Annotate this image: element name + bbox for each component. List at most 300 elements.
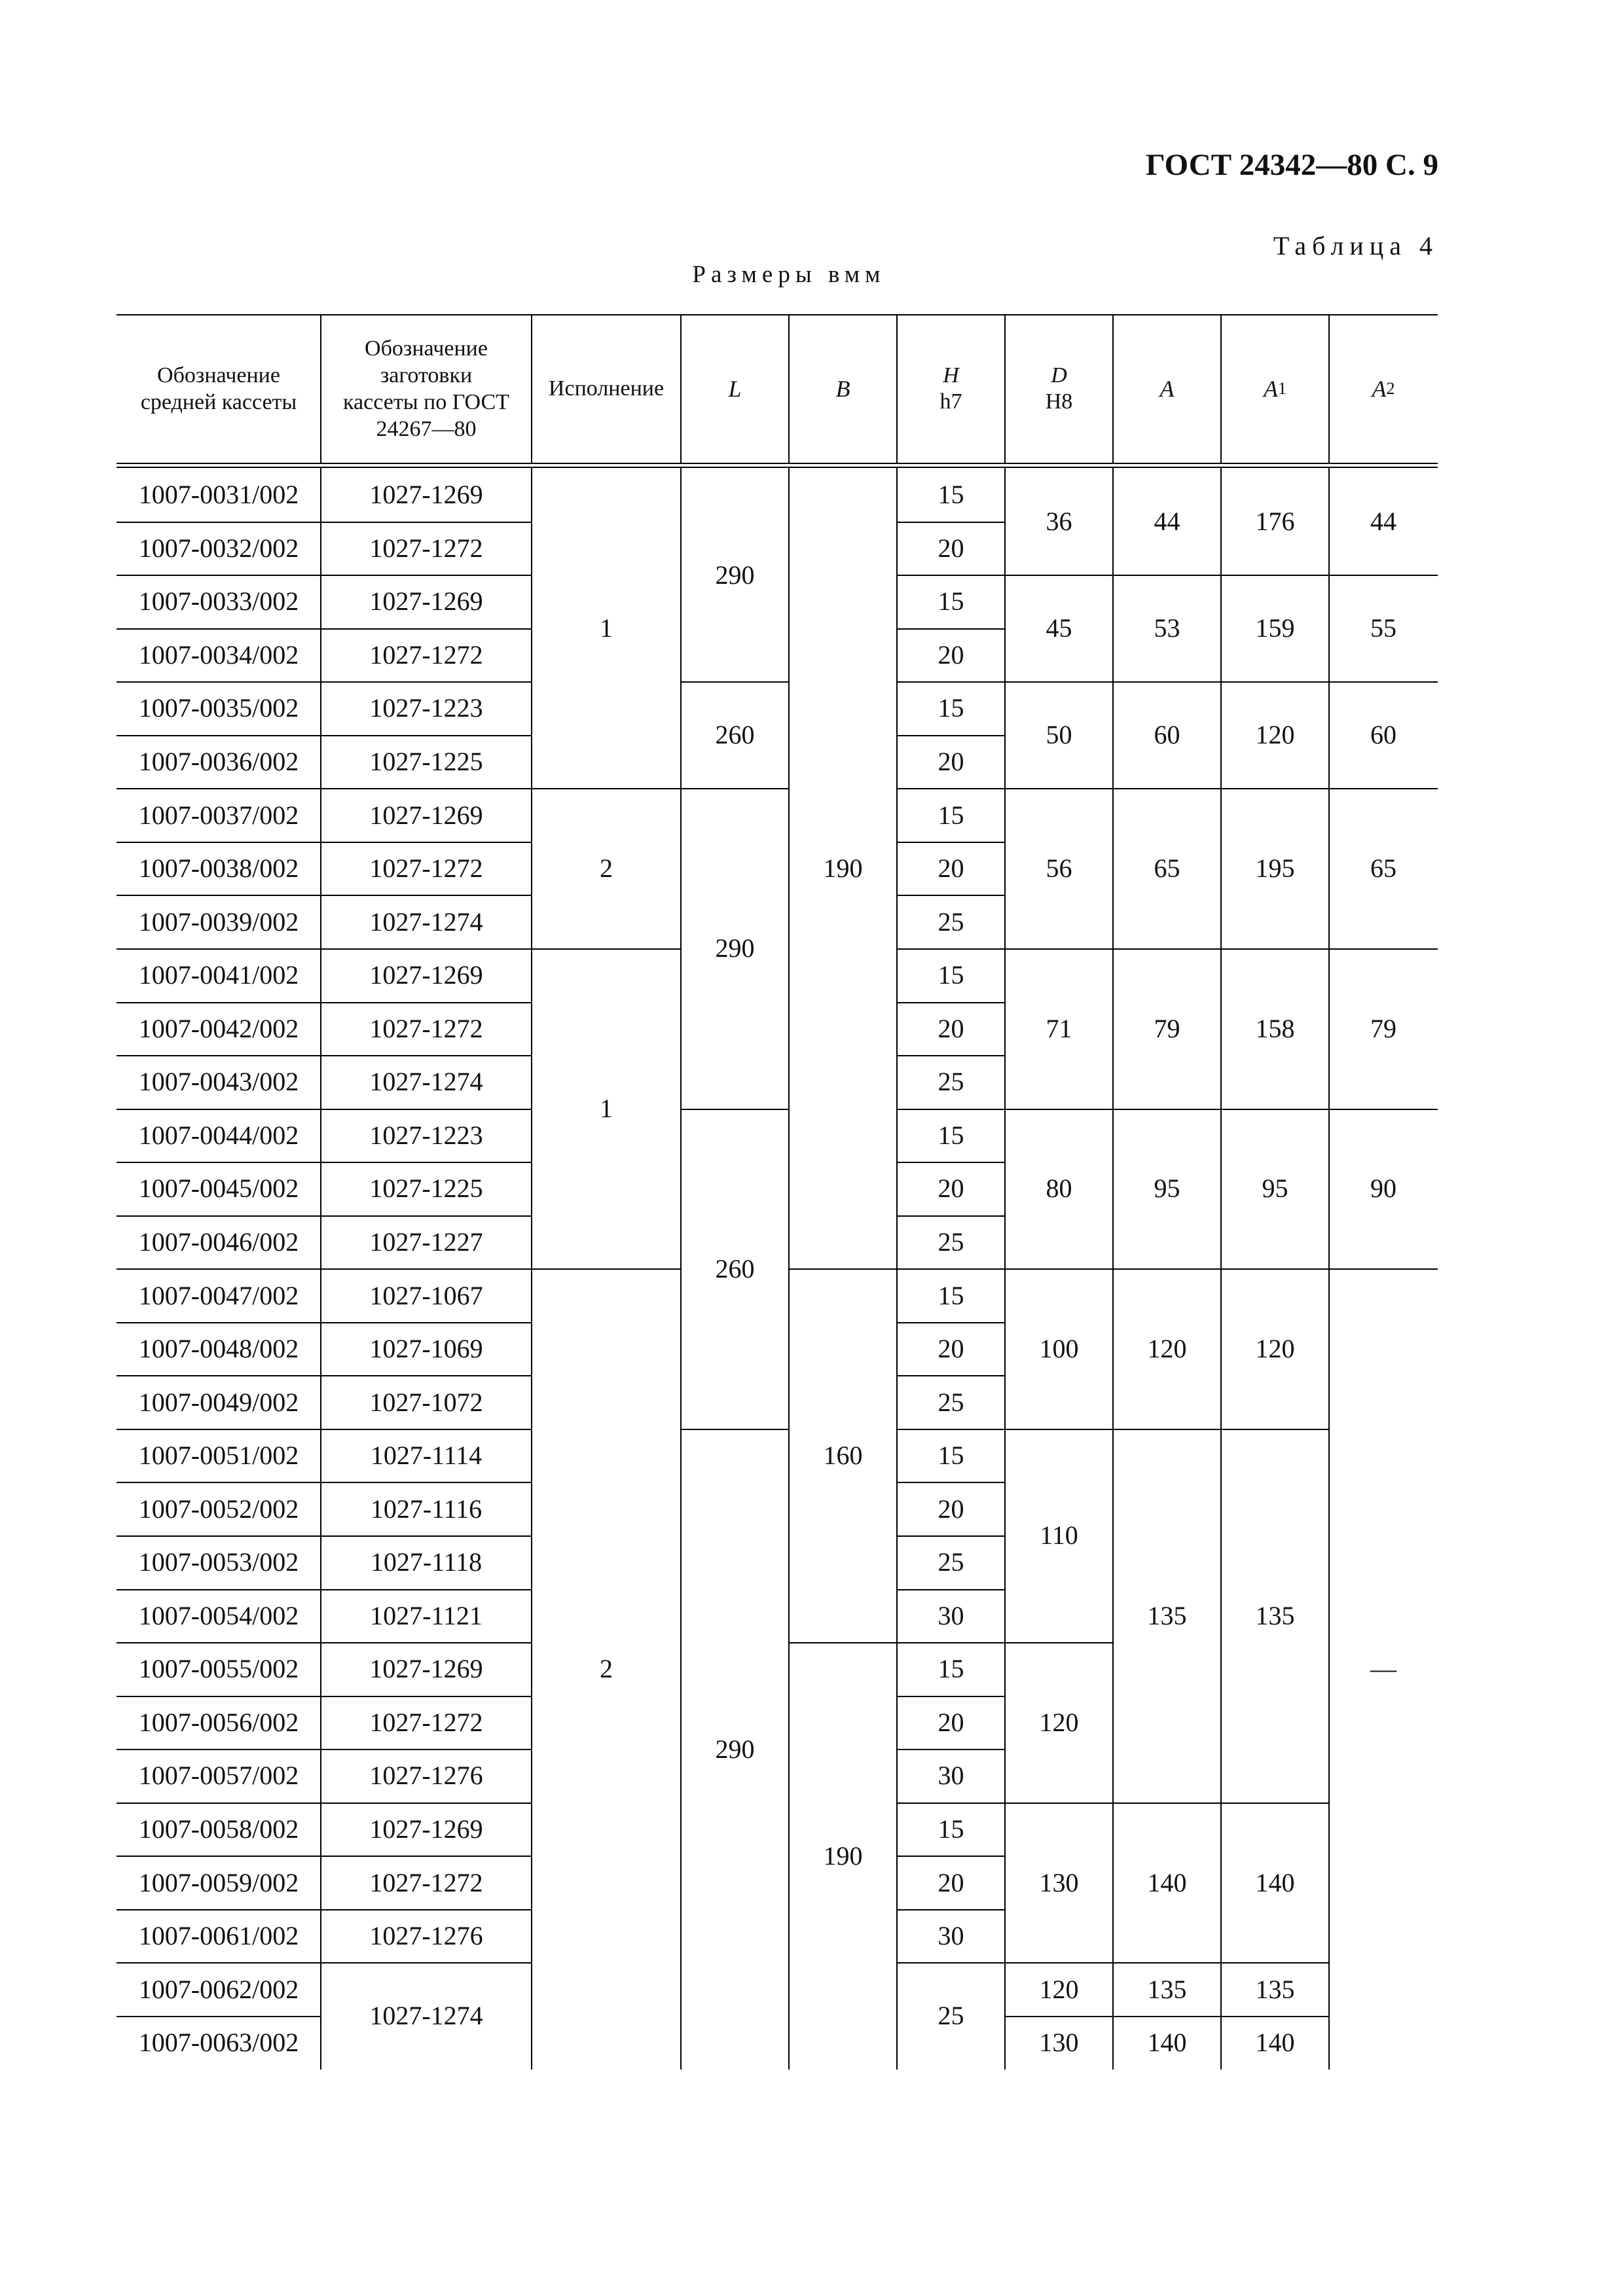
A2-value-cell: 65 xyxy=(1370,853,1396,884)
H-value-cell: 20 xyxy=(938,1334,964,1364)
cassette-designation-cell: 1007-0048/002 xyxy=(138,1334,299,1364)
row-divider xyxy=(321,575,532,576)
group-divider xyxy=(1005,1642,1113,1643)
header-blank-designation: Обозначение заготовки кассеты по ГОСТ 24267—80 xyxy=(343,336,509,441)
A1-value-cell: 158 xyxy=(1255,1013,1295,1043)
blank-designation-cell: 1027-1276 xyxy=(369,1761,483,1791)
H-value-cell: 15 xyxy=(938,693,964,723)
cassette-designation-cell: 1007-0035/002 xyxy=(138,693,299,723)
header-B: B xyxy=(835,375,850,402)
row-divider xyxy=(117,681,321,683)
row-divider xyxy=(117,1162,321,1163)
group-divider xyxy=(1005,1429,1113,1430)
blank-designation-cell: 1027-1227 xyxy=(369,1227,483,1257)
header-A1-symbol: A xyxy=(1264,375,1278,402)
header-column-divider xyxy=(531,314,532,463)
header-bottom-border xyxy=(117,463,1438,464)
group-divider xyxy=(1221,575,1329,576)
group-divider xyxy=(897,1856,1005,1857)
group-divider xyxy=(1005,575,1113,576)
row-divider xyxy=(117,1803,321,1804)
column-divider xyxy=(531,468,532,2070)
H-value-cell: 15 xyxy=(938,800,964,830)
A1-value-cell: 176 xyxy=(1255,507,1295,537)
blank-designation-cell: 1027-1269 xyxy=(369,586,483,617)
group-divider xyxy=(1113,1109,1221,1110)
row-divider xyxy=(321,1322,532,1323)
group-divider xyxy=(681,1429,789,1430)
row-divider xyxy=(321,788,532,789)
header-column-divider xyxy=(680,314,682,463)
D-value-cell: 120 xyxy=(1039,1974,1079,2004)
group-divider xyxy=(1329,681,1438,683)
group-divider xyxy=(1113,681,1221,683)
group-divider xyxy=(1329,1268,1438,1270)
blank-designation-cell: 1027-1072 xyxy=(369,1387,483,1417)
row-divider xyxy=(321,1162,532,1163)
A-value-cell: 140 xyxy=(1147,2028,1187,2058)
A-value-cell: 135 xyxy=(1147,1974,1187,2004)
group-divider xyxy=(1113,948,1221,950)
version-value-cell: 2 xyxy=(600,1654,613,1684)
group-divider xyxy=(1221,681,1329,683)
A1-value-cell: 135 xyxy=(1255,1974,1295,2004)
cassette-designation-cell: 1007-0038/002 xyxy=(138,853,299,884)
blank-designation-cell: 1027-1274 xyxy=(369,906,483,937)
H-value-cell: 20 xyxy=(938,1707,964,1737)
group-divider xyxy=(897,1962,1005,1964)
group-divider xyxy=(897,895,1005,896)
cassette-designation-cell: 1007-0041/002 xyxy=(138,960,299,990)
A2-value-cell: 79 xyxy=(1370,1013,1396,1043)
H-value-cell: 15 xyxy=(938,1814,964,1844)
A2-value-cell: 55 xyxy=(1370,613,1396,643)
A-value-cell: 65 xyxy=(1154,853,1180,884)
H-value-cell: 15 xyxy=(938,480,964,510)
blank-designation-cell: 1027-1272 xyxy=(369,1867,483,1897)
A-value-cell: 44 xyxy=(1154,507,1180,537)
row-divider xyxy=(117,1749,321,1750)
H-value-cell: 15 xyxy=(938,1280,964,1310)
column-divider xyxy=(680,468,682,2070)
row-divider xyxy=(117,1215,321,1217)
cassette-designation-cell: 1007-0034/002 xyxy=(138,639,299,670)
group-divider xyxy=(897,788,1005,789)
L-value-cell: 260 xyxy=(715,720,755,750)
A1-value-cell: 95 xyxy=(1262,1174,1288,1204)
cassette-designation-cell: 1007-0063/002 xyxy=(138,2028,299,2058)
row-divider xyxy=(321,948,532,950)
row-divider xyxy=(321,1749,532,1750)
A1-value-cell: 135 xyxy=(1255,1600,1295,1630)
H-value-cell: 15 xyxy=(938,1654,964,1684)
header-cassette-designation: Обозначение средней кассеты xyxy=(140,363,297,414)
row-divider xyxy=(117,1696,321,1697)
blank-designation-cell: 1027-1269 xyxy=(369,1814,483,1844)
row-divider xyxy=(117,1535,321,1537)
group-divider xyxy=(1329,575,1438,576)
group-divider xyxy=(789,1642,897,1643)
group-divider xyxy=(1005,1803,1113,1804)
group-divider xyxy=(532,1268,681,1270)
row-divider xyxy=(117,1642,321,1643)
row-divider xyxy=(321,522,532,523)
group-divider xyxy=(789,1268,897,1270)
D-value-cell: 80 xyxy=(1046,1174,1072,1204)
group-divider xyxy=(1221,1962,1329,1964)
version-value-cell: 1 xyxy=(600,1094,613,1124)
group-divider xyxy=(1221,1109,1329,1110)
row-divider xyxy=(321,628,532,630)
H-value-cell: 15 xyxy=(938,586,964,617)
column-divider xyxy=(788,468,790,2070)
A-value-cell: 79 xyxy=(1154,1013,1180,1043)
row-divider xyxy=(321,1055,532,1056)
D-value-cell: 130 xyxy=(1039,1867,1079,1897)
B-value-cell: 190 xyxy=(823,1840,863,1871)
cassette-designation-cell: 1007-0055/002 xyxy=(138,1654,299,1684)
group-divider xyxy=(1113,1268,1221,1270)
A2-value-cell: 60 xyxy=(1370,720,1396,750)
row-divider xyxy=(117,948,321,950)
group-divider xyxy=(897,1482,1005,1483)
header-D xyxy=(1005,314,1113,463)
header-column-divider xyxy=(1112,314,1114,463)
group-divider xyxy=(1221,948,1329,950)
D-value-cell: 130 xyxy=(1039,2028,1079,2058)
group-divider xyxy=(1005,681,1113,683)
cassette-designation-cell: 1007-0044/002 xyxy=(138,1120,299,1150)
row-divider xyxy=(117,522,321,523)
header-column-divider xyxy=(788,314,790,463)
A-value-cell: 120 xyxy=(1147,1334,1187,1364)
row-divider xyxy=(117,842,321,843)
B-value-cell: 190 xyxy=(823,853,863,884)
A1-value-cell: 195 xyxy=(1255,853,1295,884)
blank-designation-cell: 1027-1274 xyxy=(369,2001,483,2031)
H-value-cell: 20 xyxy=(938,1174,964,1204)
blank-designation-cell: 1027-1272 xyxy=(369,1707,483,1737)
cassette-designation-cell: 1007-0036/002 xyxy=(138,747,299,777)
A1-value-cell: 159 xyxy=(1255,613,1295,643)
L-value-cell: 260 xyxy=(715,1253,755,1283)
row-divider xyxy=(321,895,532,896)
H-value-cell: 20 xyxy=(938,1013,964,1043)
table-top-border xyxy=(117,314,1438,315)
H-value-cell: 20 xyxy=(938,1494,964,1524)
cassette-designation-cell: 1007-0032/002 xyxy=(138,533,299,563)
group-divider xyxy=(897,1055,1005,1056)
row-divider xyxy=(117,575,321,576)
group-divider xyxy=(897,522,1005,523)
header-column-divider xyxy=(1220,314,1222,463)
column-divider xyxy=(1004,468,1006,2070)
header-D-tolerance: H8 xyxy=(1045,389,1073,414)
group-divider xyxy=(1221,788,1329,789)
H-value-cell: 20 xyxy=(938,639,964,670)
group-divider xyxy=(532,788,681,789)
row-divider xyxy=(117,1856,321,1857)
group-divider xyxy=(681,681,789,683)
group-divider xyxy=(897,1642,1005,1643)
group-divider xyxy=(532,948,681,950)
cassette-designation-cell: 1007-0046/002 xyxy=(138,1227,299,1257)
L-value-cell: 290 xyxy=(715,933,755,963)
blank-designation-cell: 1027-1269 xyxy=(369,800,483,830)
row-divider xyxy=(321,681,532,683)
group-divider xyxy=(1005,2016,1113,2017)
version-value-cell: 2 xyxy=(600,853,613,884)
page-header: ГОСТ 24342—80 С. 9 xyxy=(1145,148,1438,182)
group-divider xyxy=(1005,948,1113,950)
H-value-cell: 20 xyxy=(938,853,964,884)
H-value-cell: 25 xyxy=(938,1067,964,1097)
cassette-designation-cell: 1007-0039/002 xyxy=(138,906,299,937)
H-value-cell: 25 xyxy=(938,1227,964,1257)
cassette-designation-cell: 1007-0062/002 xyxy=(138,1974,299,2004)
blank-designation-cell: 1027-1116 xyxy=(370,1494,483,1524)
row-divider xyxy=(117,2016,321,2017)
group-divider xyxy=(1113,788,1221,789)
row-divider xyxy=(117,1268,321,1270)
group-divider xyxy=(1221,1268,1329,1270)
H-value-cell: 20 xyxy=(938,533,964,563)
H-value-cell: 20 xyxy=(938,1867,964,1897)
blank-designation-cell: 1027-1269 xyxy=(369,480,483,510)
A-value-cell: 95 xyxy=(1154,1174,1180,1204)
H-value-cell: 20 xyxy=(938,747,964,777)
header-column-divider xyxy=(320,314,321,463)
cassette-designation-cell: 1007-0053/002 xyxy=(138,1547,299,1577)
row-divider xyxy=(117,1109,321,1110)
cassette-designation-cell: 1007-0058/002 xyxy=(138,1814,299,1844)
group-divider xyxy=(1329,948,1438,950)
header-A2-symbol: A xyxy=(1372,375,1387,402)
column-divider xyxy=(320,468,321,2070)
cassette-designation-cell: 1007-0043/002 xyxy=(138,1067,299,1097)
row-divider xyxy=(321,735,532,736)
row-divider xyxy=(117,1482,321,1483)
group-divider xyxy=(1329,788,1438,789)
B-value-cell: 160 xyxy=(823,1441,863,1471)
cassette-designation-cell: 1007-0057/002 xyxy=(138,1761,299,1791)
H-value-cell: 25 xyxy=(938,906,964,937)
blank-designation-cell: 1027-1114 xyxy=(370,1441,483,1471)
group-divider xyxy=(897,1002,1005,1003)
blank-designation-cell: 1027-1223 xyxy=(369,1120,483,1150)
cassette-designation-cell: 1007-0037/002 xyxy=(138,800,299,830)
row-divider xyxy=(117,1909,321,1910)
header-H-symbol: H xyxy=(943,363,959,387)
blank-designation-cell: 1027-1276 xyxy=(369,1921,483,1951)
group-divider xyxy=(897,681,1005,683)
A2-value-cell: 44 xyxy=(1370,507,1396,537)
row-divider xyxy=(321,1268,532,1270)
D-value-cell: 110 xyxy=(1040,1520,1078,1551)
group-divider xyxy=(897,1162,1005,1163)
cassette-designation-cell: 1007-0059/002 xyxy=(138,1867,299,1897)
row-divider xyxy=(321,1962,532,1964)
group-divider xyxy=(1221,1429,1329,1430)
group-divider xyxy=(897,1696,1005,1697)
row-divider xyxy=(321,1856,532,1857)
cassette-designation-cell: 1007-0042/002 xyxy=(138,1013,299,1043)
D-value-cell: 45 xyxy=(1046,613,1072,643)
header-column-divider xyxy=(1328,314,1330,463)
blank-designation-cell: 1027-1225 xyxy=(369,747,483,777)
group-divider xyxy=(897,1429,1005,1430)
blank-designation-cell: 1027-1069 xyxy=(369,1334,483,1364)
blank-designation-cell: 1027-1274 xyxy=(369,1067,483,1097)
row-divider xyxy=(321,1002,532,1003)
D-value-cell: 56 xyxy=(1046,853,1072,884)
L-value-cell: 290 xyxy=(715,1734,755,1764)
cassette-designation-cell: 1007-0051/002 xyxy=(138,1441,299,1471)
group-divider xyxy=(1329,1109,1438,1110)
version-value-cell: 1 xyxy=(600,613,613,643)
A1-value-cell: 140 xyxy=(1255,2028,1295,2058)
H-value-cell: 25 xyxy=(938,2001,964,2031)
row-divider xyxy=(321,842,532,843)
cassette-designation-cell: 1007-0061/002 xyxy=(138,1921,299,1951)
group-divider xyxy=(897,628,1005,630)
cassette-designation-cell: 1007-0054/002 xyxy=(138,1600,299,1630)
group-divider xyxy=(897,735,1005,736)
blank-designation-cell: 1027-1272 xyxy=(369,533,483,563)
cassette-designation-cell: 1007-0031/002 xyxy=(138,480,299,510)
A1-value-cell: 120 xyxy=(1255,1334,1295,1364)
H-value-cell: 15 xyxy=(938,1120,964,1150)
header-D-symbol: D xyxy=(1051,363,1067,387)
header-A2-subscript: 2 xyxy=(1386,378,1395,398)
row-divider xyxy=(321,1803,532,1804)
row-divider xyxy=(117,1589,321,1590)
blank-designation-cell: 1027-1225 xyxy=(369,1174,483,1204)
header-version: Исполнение xyxy=(548,376,665,401)
row-divider xyxy=(117,1055,321,1056)
group-divider xyxy=(1221,1803,1329,1804)
blank-designation-cell: 1027-1272 xyxy=(369,1013,483,1043)
header-column-divider xyxy=(1004,314,1006,463)
group-divider xyxy=(897,948,1005,950)
D-value-cell: 120 xyxy=(1039,1707,1079,1737)
group-divider xyxy=(681,1109,789,1110)
group-divider xyxy=(897,1535,1005,1537)
H-value-cell: 30 xyxy=(938,1761,964,1791)
group-divider xyxy=(897,1803,1005,1804)
column-divider xyxy=(1112,468,1114,2070)
group-divider xyxy=(1113,1803,1221,1804)
group-divider xyxy=(1221,2016,1329,2017)
A-value-cell: 140 xyxy=(1147,1867,1187,1897)
group-divider xyxy=(897,1909,1005,1910)
L-value-cell: 290 xyxy=(715,560,755,590)
row-divider xyxy=(117,1962,321,1964)
A-value-cell: 53 xyxy=(1154,613,1180,643)
row-divider xyxy=(321,1109,532,1110)
A1-value-cell: 140 xyxy=(1255,1867,1295,1897)
row-divider xyxy=(117,1322,321,1323)
row-divider xyxy=(321,1215,532,1217)
row-divider xyxy=(321,1589,532,1590)
blank-designation-cell: 1027-1272 xyxy=(369,853,483,884)
A-value-cell: 135 xyxy=(1147,1600,1187,1630)
row-divider xyxy=(117,1002,321,1003)
header-A1-subscript: 1 xyxy=(1278,378,1286,398)
table-caption: Таблица 4 xyxy=(1273,231,1438,260)
cassette-designation-cell: 1007-0052/002 xyxy=(138,1494,299,1524)
A-value-cell: 60 xyxy=(1154,720,1180,750)
D-value-cell: 50 xyxy=(1046,720,1072,750)
group-divider xyxy=(1005,788,1113,789)
group-divider xyxy=(1005,1268,1113,1270)
blank-designation-cell: 1027-1118 xyxy=(370,1547,483,1577)
D-value-cell: 36 xyxy=(1046,507,1072,537)
units-caption: Размеры вмм xyxy=(692,261,886,288)
A1-value-cell: 120 xyxy=(1255,720,1295,750)
row-divider xyxy=(321,1375,532,1376)
header-H xyxy=(897,314,1005,463)
H-value-cell: 25 xyxy=(938,1547,964,1577)
header-A: A xyxy=(1159,375,1175,402)
blank-designation-cell: 1027-1067 xyxy=(369,1280,483,1310)
D-value-cell: 71 xyxy=(1046,1013,1072,1043)
group-divider xyxy=(1005,1962,1113,1964)
group-divider xyxy=(897,1589,1005,1590)
header-column-divider xyxy=(896,314,898,463)
row-divider xyxy=(321,1642,532,1643)
cassette-designation-cell: 1007-0045/002 xyxy=(138,1174,299,1204)
row-divider xyxy=(117,1375,321,1376)
A2-value-cell: — xyxy=(1370,1654,1396,1684)
group-divider xyxy=(1113,1962,1221,1964)
H-value-cell: 15 xyxy=(938,960,964,990)
group-divider xyxy=(1113,2016,1221,2017)
blank-designation-cell: 1027-1269 xyxy=(369,960,483,990)
group-divider xyxy=(897,1375,1005,1376)
group-divider xyxy=(897,1322,1005,1323)
cassette-designation-cell: 1007-0049/002 xyxy=(138,1387,299,1417)
header-A1 xyxy=(1221,314,1329,463)
H-value-cell: 25 xyxy=(938,1387,964,1417)
row-divider xyxy=(117,895,321,896)
row-divider xyxy=(321,1535,532,1537)
group-divider xyxy=(897,842,1005,843)
cassette-designation-cell: 1007-0056/002 xyxy=(138,1707,299,1737)
row-divider xyxy=(321,1696,532,1697)
header-L: L xyxy=(728,375,742,402)
group-divider xyxy=(897,575,1005,576)
cassette-designation-cell: 1007-0033/002 xyxy=(138,586,299,617)
row-divider xyxy=(321,1429,532,1430)
D-value-cell: 100 xyxy=(1039,1334,1079,1364)
H-value-cell: 15 xyxy=(938,1441,964,1471)
row-divider xyxy=(117,1429,321,1430)
group-divider xyxy=(1113,575,1221,576)
group-divider xyxy=(897,1749,1005,1750)
group-divider xyxy=(1005,1109,1113,1110)
H-value-cell: 30 xyxy=(938,1600,964,1630)
group-divider xyxy=(897,1268,1005,1270)
column-divider xyxy=(1328,468,1330,2070)
blank-designation-cell: 1027-1121 xyxy=(370,1600,483,1630)
column-divider xyxy=(896,468,898,2070)
row-divider xyxy=(117,788,321,789)
blank-designation-cell: 1027-1223 xyxy=(369,693,483,723)
row-divider xyxy=(321,1909,532,1910)
column-divider xyxy=(1220,468,1222,2070)
A2-value-cell: 90 xyxy=(1370,1174,1396,1204)
